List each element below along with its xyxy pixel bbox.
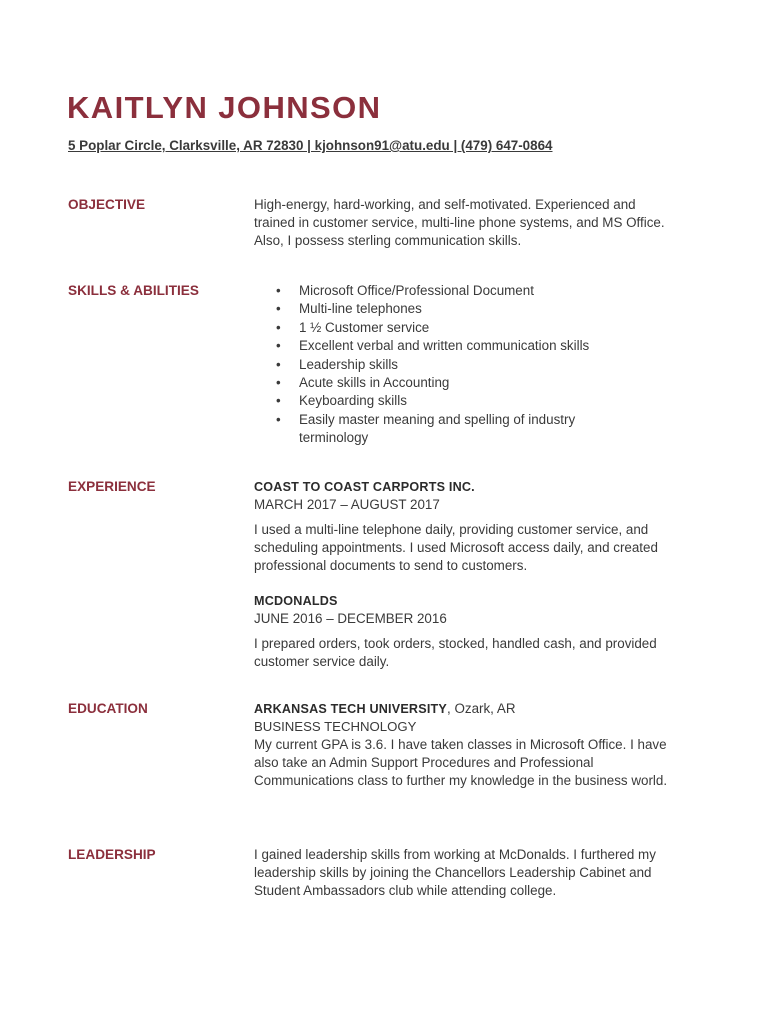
job-description: I used a multi-line telephone daily, providing customer service, and scheduling appointments. I used Microsoft access daily, and created professional documents to send to customers.	[254, 522, 658, 574]
objective-heading: OBJECTIVE	[68, 197, 146, 212]
skill-item: • Microsoft Office/Professional Document	[254, 282, 629, 300]
bullet-icon: •	[276, 283, 281, 298]
skill-item: • Excellent verbal and written communication skills	[254, 337, 629, 355]
leadership-text: I gained leadership skills from working at McDonalds. I furthered my leadership skills by joining the Chancellors Leadership Cabinet and Student Ambassadors club while attending college.	[254, 847, 656, 899]
skill-item: • 1 ½ Customer service	[254, 319, 629, 337]
education-heading: EDUCATION	[68, 701, 148, 716]
skills-list	[254, 282, 684, 448]
skill-item: • Easily master meaning and spelling of industry terminology	[276, 411, 576, 446]
education-description: My current GPA is 3.6. I have taken classes in Microsoft Office. I have also take an Admin Support Procedures and Professional Communications class to further my knowledge in the business world.	[254, 737, 668, 789]
school-line	[254, 700, 680, 718]
skill-item: • Keyboarding skills	[254, 392, 629, 410]
skills-heading: SKILLS & ABILITIES	[68, 283, 199, 298]
school-location: , Ozark, AR	[447, 701, 516, 716]
skill-item: • Leadership skills	[254, 356, 629, 374]
bullet-icon: •	[276, 375, 281, 391]
bullet-icon: •	[276, 319, 281, 335]
experience-heading: EXPERIENCE	[68, 479, 156, 494]
bullet-icon: •	[276, 356, 281, 372]
job-company: COAST TO COAST CARPORTS INC.	[254, 480, 475, 494]
bullet-icon: •	[276, 301, 281, 317]
job-entry	[254, 478, 678, 576]
job-entry	[254, 592, 678, 671]
job-description: I prepared orders, took orders, stocked, handled cash, and provided customer service daily.	[254, 635, 657, 669]
skill-item: • Multi-line telephones	[254, 300, 629, 318]
applicant-name: KAITLYN JOHNSON	[67, 90, 382, 125]
skill-item: • Acute skills in Accounting	[254, 374, 629, 392]
bullet-icon: •	[276, 393, 281, 409]
school-name: ARKANSAS TECH UNIVERSITY	[254, 702, 448, 716]
degree: BUSINESS TECHNOLOGY	[254, 719, 417, 734]
bullet-icon: •	[276, 338, 281, 354]
objective-text: High-energy, hard-working, and self-motivated. Experienced and trained in customer service, multi-line phone systems, and MS Office. Also, I possess sterling communication skills.	[254, 197, 665, 249]
leadership-heading: LEADERSHIP	[68, 847, 156, 862]
job-dates: JUNE 2016 – DECEMBER 2016	[254, 610, 447, 626]
contact-line: 5 Poplar Circle, Clarksville, AR 72830 | kjohnson91@atu.edu | (479) 647-0864	[68, 138, 553, 153]
job-dates: MARCH 2017 – AUGUST 2017	[254, 497, 440, 512]
bullet-icon: •	[276, 411, 281, 427]
job-company: MCDONALDS	[254, 593, 338, 608]
